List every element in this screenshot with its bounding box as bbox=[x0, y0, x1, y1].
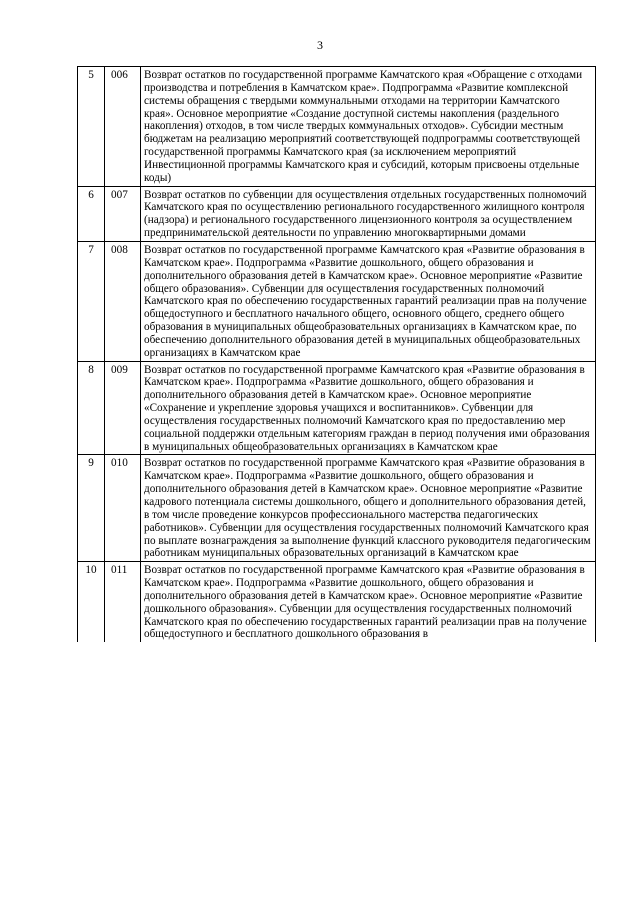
row-description: Возврат остатков по государственной программе Камчатского края «Обращение с отходами производства и потребления в Камчатском крае». Подпрограмма «Развитие комплексной системы обращения с твердыми коммунальными отходами на территории Камчатского края». Основное мероприятие «Создание доступной системы накопления (раздельного накопления) отходов, в том числе твердых коммунальных отходов». Субсидии местным бюджетам на реализацию мероприятий соответствующей подпрограммы соответствующей государственной программы Камчатского края (за исключением мероприятий Инвестиционной программы Камчатского края и субсидий, которым присвоены отдельные коды) bbox=[141, 67, 596, 187]
row-code: 010 bbox=[105, 455, 141, 562]
row-code: 009 bbox=[105, 361, 141, 455]
table-row bbox=[78, 361, 596, 455]
row-description: Возврат остатков по государственной программе Камчатского края «Развитие образования в Камчатском крае». Подпрограмма «Развитие дошкольного, общего образования и дополнительного образования детей в Камчатском крае». Основное мероприятие «Сохранение и укрепление здоровья учащихся и воспитанников». Субвенции для осуществления государственных полномочий Камчатского края по предоставлению мер социальной поддержки отдельным категориям граждан в период получения ими образования в муниципальных общеобразовательных организациях в Камчатском крае bbox=[141, 361, 596, 455]
row-number: 6 bbox=[78, 186, 105, 241]
document-table bbox=[77, 66, 596, 642]
table-row bbox=[78, 186, 596, 241]
row-description: Возврат остатков по государственной программе Камчатского края «Развитие образования в Камчатском крае». Подпрограмма «Развитие дошкольного, общего образования и дополнительного образования детей в Камчатском крае». Основное мероприятие «Развитие общего образования». Субвенции для осуществления государственных полномочий Камчатского края по обеспечению государственных гарантий реализации прав на получение общедоступного и бесплатного начального общего, основного общего, среднего общего образования в муниципальных общеобразовательных организациях в Камчатском крае, по обеспечению дополнительного образования детей в муниципальных общеобразовательных организациях в Камчатском крае bbox=[141, 241, 596, 361]
row-code: 008 bbox=[105, 241, 141, 361]
table-row bbox=[78, 562, 596, 643]
row-description: Возврат остатков по государственной программе Камчатского края «Развитие образования в Камчатском крае». Подпрограмма «Развитие дошкольного, общего образования и дополнительного образования детей в Камчатском крае». Основное мероприятие «Развитие дошкольного образования». Субвенции для осуществления государственных полномочий Камчатского края по обеспечению государственных гарантий реализации прав на получение общедоступного и бесплатного дошкольного образования в bbox=[141, 562, 596, 643]
row-number: 5 bbox=[78, 67, 105, 187]
table-row bbox=[78, 67, 596, 187]
table-row bbox=[78, 455, 596, 562]
row-description: Возврат остатков по государственной программе Камчатского края «Развитие образования в Камчатском крае». Подпрограмма «Развитие дошкольного, общего образования и дополнительного образования детей в Камчатском крае». Основное мероприятие «Развитие кадрового потенциала системы дошкольного, общего и дополнительного образования детей, в том числе проведение конкурсов профессионального мастерства педагогических работников». Субвенции для осуществления государственных полномочий Камчатского края по выплате вознаграждения за выполнение функций классного руководителя педагогическим работникам муниципальных образовательных организаций в Камчатском крае bbox=[141, 455, 596, 562]
row-number: 9 bbox=[78, 455, 105, 562]
row-number: 8 bbox=[78, 361, 105, 455]
row-number: 7 bbox=[78, 241, 105, 361]
page-number: 3 bbox=[317, 38, 323, 52]
row-code: 006 bbox=[105, 67, 141, 187]
row-description: Возврат остатков по субвенции для осуществления отдельных государственных полномочий Камчатского края по осуществлению регионального государственного жилищного контроля (надзора) и регионального государственного лицензионного контроля за осуществлением предпринимательской деятельности по управлению многоквартирными домами bbox=[141, 186, 596, 241]
row-code: 007 bbox=[105, 186, 141, 241]
row-number: 10 bbox=[78, 562, 105, 643]
row-code: 011 bbox=[105, 562, 141, 643]
table-row bbox=[78, 241, 596, 361]
